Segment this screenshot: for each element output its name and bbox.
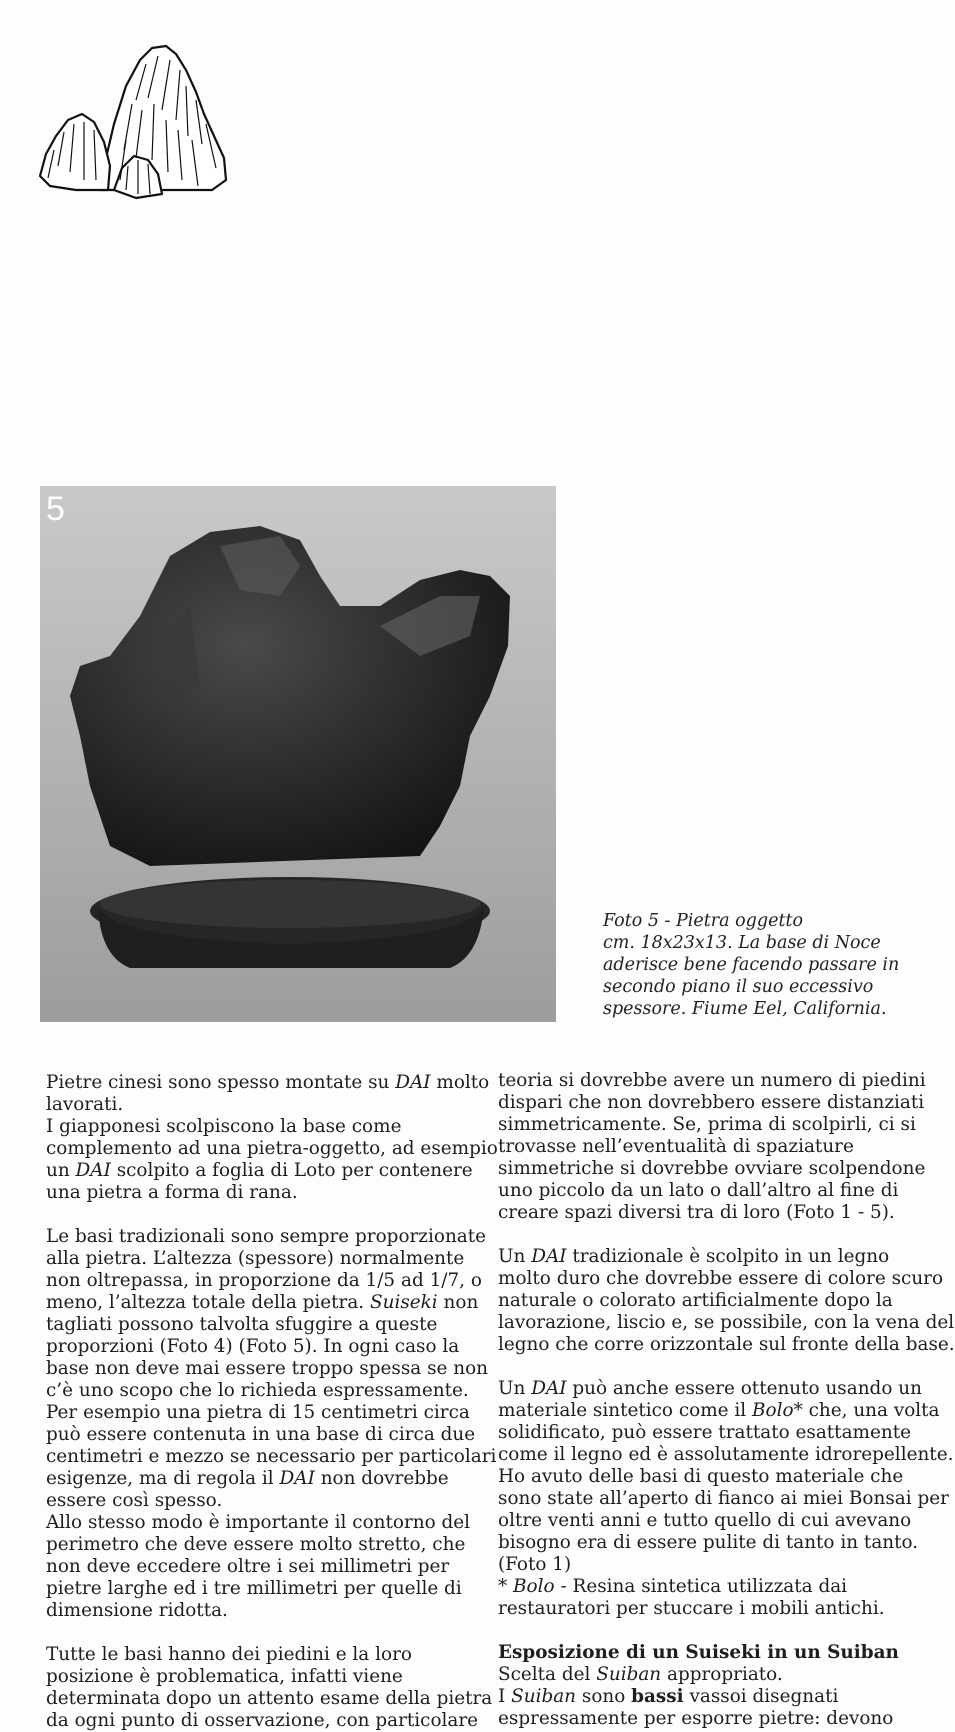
- text-line: come il legno ed è assolutamente idrorepellente.: [498, 1444, 954, 1465]
- text-line: solidificato, può essere trattato esattamente: [498, 1422, 911, 1443]
- footnote-line: * Bolo - Resina sintetica utilizzata dai: [498, 1576, 848, 1597]
- text-line: un DAI scolpito a foglia di Loto per contenere: [46, 1160, 473, 1181]
- text-line: naturale o colorato artificialmente dopo la: [498, 1290, 893, 1311]
- text-line: Tutte le basi hanno dei piedini e la loro: [46, 1644, 412, 1665]
- text-line: Ho avuto delle basi di questo materiale che: [498, 1466, 904, 1487]
- text-line: tagliati possono talvolta sfuggire a queste: [46, 1314, 438, 1335]
- photo-number: 5: [46, 490, 65, 528]
- caption-line: spessore. Fiume Eel, California.: [603, 999, 887, 1019]
- text-line: simmetricamente. Se, prima di scolpirli, ci si: [498, 1114, 916, 1135]
- section-heading: Esposizione di un Suiseki in un Suiban: [498, 1642, 899, 1663]
- text-line: Per esempio una pietra di 15 centimetri circa: [46, 1402, 470, 1423]
- text-line: molto duro che dovrebbe essere di colore scuro: [498, 1268, 944, 1289]
- text-line: uno piccolo da un lato o dall’altro al fine di: [498, 1180, 899, 1201]
- text-line: esigenze, ma di regola il DAI non dovrebbe: [46, 1468, 449, 1489]
- text-line: essere così spesso.: [46, 1490, 223, 1511]
- rock-sketch-logo: [36, 40, 232, 198]
- text-line: teoria si dovrebbe avere un numero di piedini: [498, 1070, 926, 1091]
- text-line: pietre larghe ed i tre millimetri per quelle di: [46, 1578, 462, 1599]
- text-line: creare spazi diversi tra di loro (Foto 1 - 5).: [498, 1202, 895, 1223]
- text-line: espressamente per esporre pietre: devono: [498, 1708, 894, 1729]
- text-line: Allo stesso modo è importante il contorno del: [46, 1512, 471, 1533]
- text-line: alla pietra. L’altezza (spessore) normalmente: [46, 1248, 465, 1269]
- text-line: bisogno era di essere pulite di tanto in tanto.: [498, 1532, 919, 1553]
- text-line: dispari che non dovrebbero essere distanziati: [498, 1092, 925, 1113]
- text-line: Pietre cinesi sono spesso montate su DAI molto: [46, 1072, 490, 1093]
- text-line: legno che corre orizzontale sul fronte della base.: [498, 1334, 955, 1355]
- text-line: c’è uno scopo che lo richieda espressamente.: [46, 1380, 469, 1401]
- text-line: (Foto 1): [498, 1554, 572, 1575]
- text-line: I giapponesi scolpiscono la base come: [46, 1116, 402, 1137]
- text-line: perimetro che deve essere molto stretto, che: [46, 1534, 466, 1555]
- caption-line: secondo piano il suo eccessivo: [603, 977, 874, 997]
- text-line: Scelta del Suiban appropriato.: [498, 1664, 783, 1685]
- text-line: dimensione ridotta.: [46, 1600, 228, 1621]
- caption-line: cm. 18x23x13. La base di Noce: [603, 933, 881, 953]
- text-line: meno, l’altezza totale della pietra. Suiseki non: [46, 1292, 479, 1313]
- photo-caption: [603, 910, 900, 1020]
- text-line: trovasse nell’eventualità di spaziature: [498, 1136, 854, 1157]
- text-line: può essere contenuta in una base di circa due: [46, 1424, 476, 1445]
- text-line: I Suiban sono bassi vassoi disegnati: [498, 1686, 839, 1707]
- stone-photo: [40, 486, 556, 1022]
- text-line: lavorazione, liscio e, se possibile, con la vena del: [498, 1312, 955, 1333]
- right-column: [498, 1070, 955, 1730]
- text-line: sono state all’aperto di fianco ai miei Bonsai per: [498, 1488, 949, 1509]
- text-line: Un DAI tradizionale è scolpito in un legno: [498, 1246, 890, 1267]
- text-line: Un DAI può anche essere ottenuto usando un: [498, 1378, 922, 1399]
- text-line: posizione è problematica, infatti viene: [46, 1666, 403, 1687]
- text-line: Le basi tradizionali sono sempre proporzionate: [46, 1226, 487, 1247]
- text-line: base non deve mai essere troppo spessa se non: [46, 1358, 489, 1379]
- left-column: [46, 1072, 498, 1732]
- text-line: materiale sintetico come il Bolo* che, una volta: [498, 1400, 940, 1421]
- text-line: centimetri e mezzo se necessario per particolari: [46, 1446, 497, 1467]
- caption-line: Foto 5 - Pietra oggetto: [603, 911, 804, 931]
- text-line: una pietra a forma di rana.: [46, 1182, 298, 1203]
- text-line: oltre venti anni e tutto quello di cui avevano: [498, 1510, 912, 1531]
- text-line: simmetriche si dovrebbe ovviare scolpendone: [498, 1158, 926, 1179]
- text-line: complemento ad una pietra-oggetto, ad esempio: [46, 1138, 498, 1159]
- caption-line: aderisce bene facendo passare in: [603, 955, 900, 975]
- text-line: non deve eccedere oltre i sei millimetri per: [46, 1556, 450, 1577]
- text-line: determinata dopo un attento esame della pietra: [46, 1688, 493, 1709]
- footnote-line: restauratori per stuccare i mobili antichi.: [498, 1598, 885, 1619]
- text-line: lavorati.: [46, 1094, 124, 1115]
- text-line: proporzioni (Foto 4) (Foto 5). In ogni caso la: [46, 1336, 460, 1357]
- text-line: non oltrepassa, in proporzione da 1/5 ad 1/7, o: [46, 1270, 482, 1291]
- text-line: da ogni punto di osservazione, con particolare: [46, 1710, 479, 1731]
